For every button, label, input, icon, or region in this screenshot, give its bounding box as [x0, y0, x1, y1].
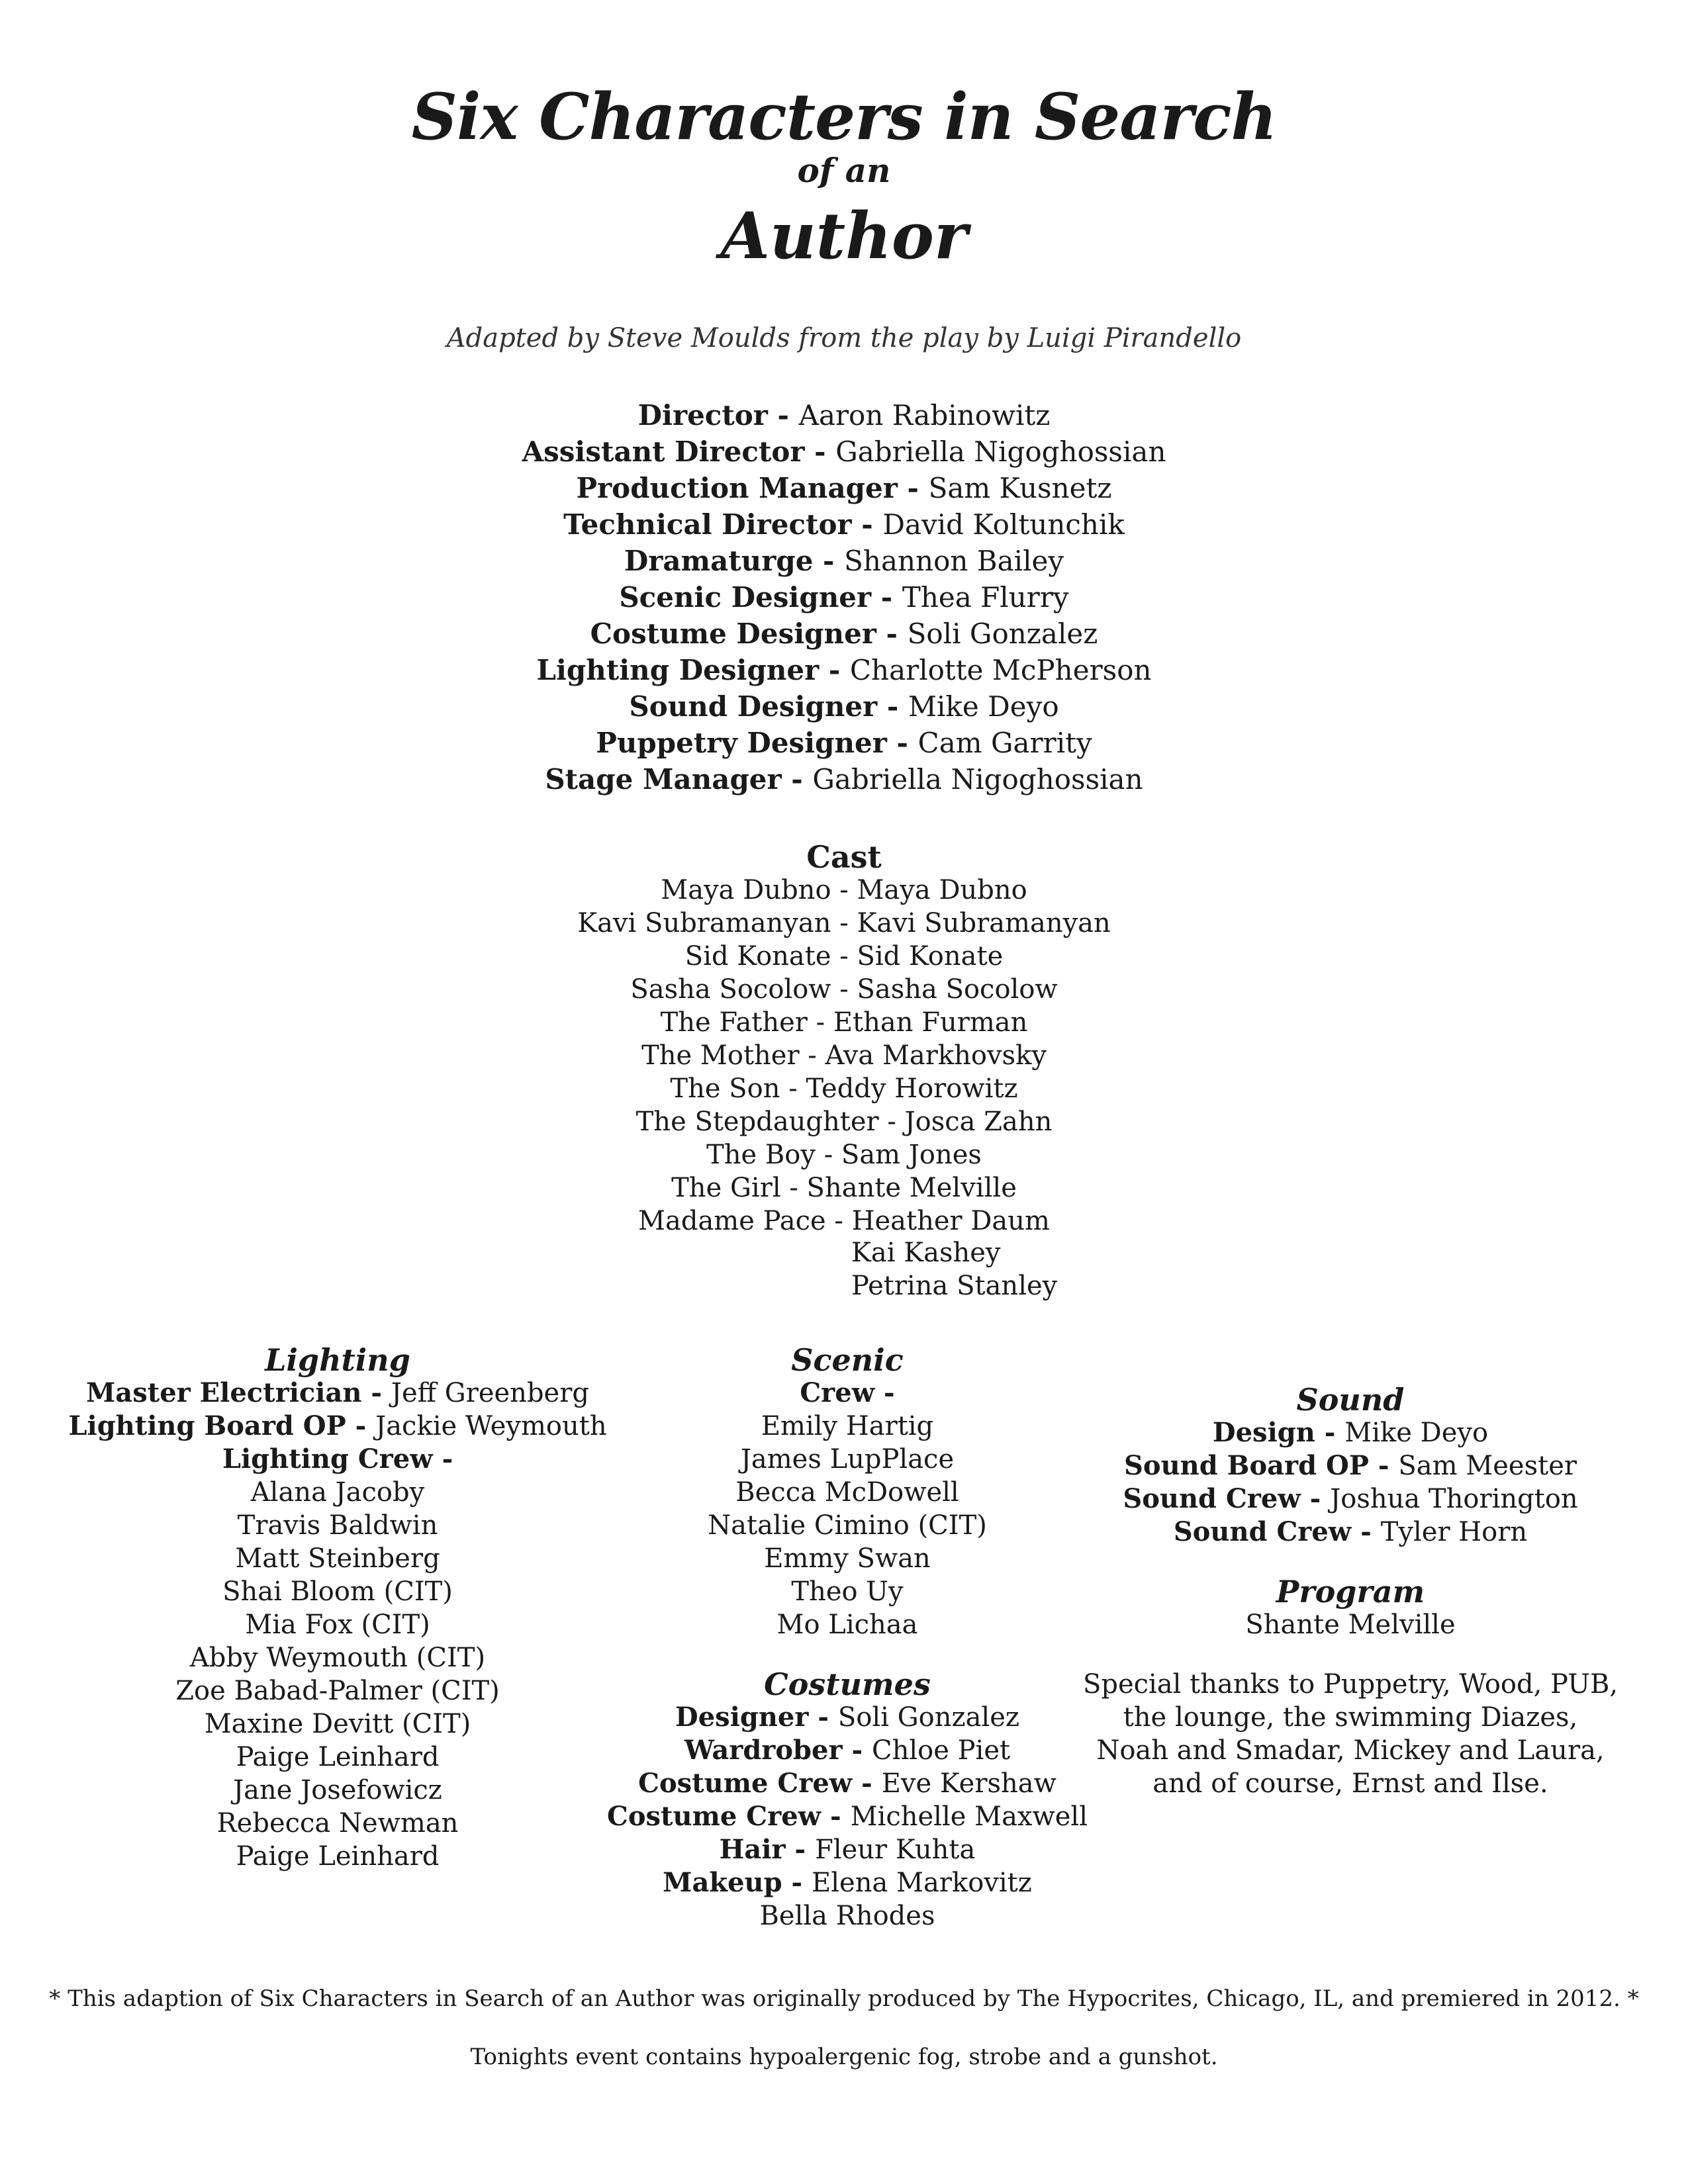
credit-line: Costume Designer - Soli Gonzalez — [590, 617, 1098, 650]
credit-line: Costume Crew - Eve Kershaw — [638, 1768, 1056, 1799]
crew-member: Jane Josefowicz — [233, 1775, 442, 1805]
costumes-heading: Costumes — [764, 1666, 931, 1702]
crew-member: Maxine Devitt (CIT) — [204, 1709, 471, 1739]
scenic-heading: Scenic — [791, 1342, 904, 1378]
crew-member: Paige Leinhard — [236, 1742, 440, 1772]
cast-line: The Boy - Sam Jones — [706, 1140, 982, 1170]
thanks-line: and of course, Ernst and Ilse. — [1152, 1768, 1548, 1799]
credit-line: Stage Manager - Gabriella Nigoghossian — [545, 763, 1143, 796]
crew-member: Mo Lichaa — [776, 1610, 918, 1640]
crew-member: Abby Weymouth (CIT) — [189, 1643, 486, 1673]
crew-member: James LupPlace — [740, 1444, 955, 1475]
cast-line: Kavi Subramanyan - Kavi Subramanyan — [577, 908, 1111, 938]
program-heading: Program — [1276, 1574, 1425, 1610]
cast-line: The Girl - Shante Melville — [671, 1173, 1017, 1203]
crew-member: Natalie Cimino (CIT) — [708, 1510, 987, 1541]
credit-line: Technical Director - David Koltunchik — [563, 508, 1125, 541]
credit-line: Wardrober - Chloe Piet — [684, 1735, 1011, 1766]
thanks-line: the lounge, the swimming Diazes, — [1123, 1702, 1578, 1733]
program-name: Shante Melville — [1245, 1610, 1456, 1640]
crew-member: Mia Fox (CIT) — [245, 1610, 430, 1640]
cast-extra-line: Petrina Stanley — [851, 1271, 1058, 1301]
credit-line: Master Electrician - Jeff Greenberg — [86, 1377, 589, 1408]
cast-line: The Mother - Ava Markhovsky — [641, 1040, 1047, 1071]
credit-line: Assistant Director - Gabriella Nigoghossian — [522, 435, 1166, 468]
cast-heading: Cast — [806, 839, 882, 875]
lighting-section — [40, 1343, 635, 1873]
cast-line: Sid Konate - Sid Konate — [684, 941, 1004, 972]
crew-member: Matt Steinberg — [235, 1543, 440, 1574]
thanks-line: Special thanks to Puppetry, Wood, PUB, — [1082, 1669, 1618, 1700]
credit-line: Lighting Board OP - Jackie Weymouth — [68, 1410, 607, 1441]
credit-line: Costume Crew - Michelle Maxwell — [607, 1801, 1088, 1832]
credit-line: Sound Designer - Mike Deyo — [629, 690, 1059, 723]
crew-member: Emily Hartig — [761, 1411, 934, 1441]
crew-member: Rebecca Newman — [216, 1808, 459, 1839]
credit-line: Hair - Fleur Kuhta — [719, 1834, 976, 1865]
cast-list — [0, 874, 1688, 1238]
credit-line: Lighting Crew - — [222, 1443, 453, 1475]
effects-warning: Tonights event contains hypoalergenic fog, strobe and a gunshot. — [470, 2044, 1218, 2070]
credit-line: Director - Aaron Rabinowitz — [637, 399, 1051, 432]
thanks-line: Noah and Smadar, Mickey and Laura, — [1096, 1735, 1605, 1766]
cast-line: Sasha Socolow - Sasha Socolow — [630, 974, 1058, 1005]
credit-line: Design - Mike Deyo — [1212, 1417, 1489, 1448]
credit-line: Crew - — [800, 1377, 895, 1408]
crew-member: Shai Bloom (CIT) — [222, 1576, 453, 1607]
cast-line: The Father - Ethan Furman — [660, 1007, 1028, 1038]
credit-line: Designer - Soli Gonzalez — [675, 1702, 1019, 1733]
title-line-1: Six Characters in Search — [411, 79, 1277, 154]
crew-member: Bella Rhodes — [759, 1901, 935, 1931]
lighting-heading: Lighting — [265, 1342, 410, 1378]
credit-line: Scenic Designer - Thea Flurry — [619, 581, 1069, 614]
production-footnote: * This adaption of Six Characters in Search of an Author was originally produced by The Hypocrites, Chicago, IL, and premiered in 2012. * — [49, 1985, 1639, 2012]
cast-extra-line: Kai Kashey — [851, 1238, 1001, 1268]
credit-line: Dramaturge - Shannon Bailey — [624, 545, 1064, 577]
credit-line: Sound Crew - Joshua Thorington — [1123, 1483, 1578, 1514]
credit-line: Lighting Designer - Charlotte McPherson — [536, 654, 1152, 686]
crew-member: Emmy Swan — [764, 1543, 931, 1574]
credit-line: Makeup - Elena Markovitz — [663, 1867, 1032, 1898]
sound-heading: Sound — [1296, 1382, 1405, 1418]
cast-line: Madame Pace - Heather Daum — [638, 1206, 1050, 1236]
crew-member: Zoe Babad-Palmer (CIT) — [175, 1676, 500, 1706]
sound-program-section — [1053, 1383, 1648, 1800]
crew-member: Theo Uy — [791, 1576, 904, 1607]
title-line-3: Author — [720, 199, 968, 273]
crew-member: Paige Leinhard — [236, 1841, 440, 1872]
crew-member: Alana Jacoby — [250, 1477, 425, 1508]
cast-line: The Son - Teddy Horowitz — [670, 1073, 1018, 1104]
credit-line: Puppetry Designer - Cam Garrity — [596, 727, 1092, 759]
credit-line: Sound Crew - Tyler Horn — [1173, 1516, 1528, 1547]
cast-line: The Stepdaughter - Josca Zahn — [635, 1107, 1053, 1137]
credit-line: Production Manager - Sam Kusnetz — [576, 472, 1112, 504]
cast-line: Maya Dubno - Maya Dubno — [661, 875, 1027, 905]
adaptation-credit: Adapted by Steve Moulds from the play by Luigi Pirandello — [446, 323, 1242, 353]
production-team — [0, 397, 1688, 797]
crew-member: Travis Baldwin — [237, 1510, 438, 1541]
crew-member: Becca McDowell — [735, 1477, 959, 1508]
title-line-2: of an — [797, 151, 891, 190]
credit-line: Sound Board OP - Sam Meester — [1124, 1450, 1577, 1481]
